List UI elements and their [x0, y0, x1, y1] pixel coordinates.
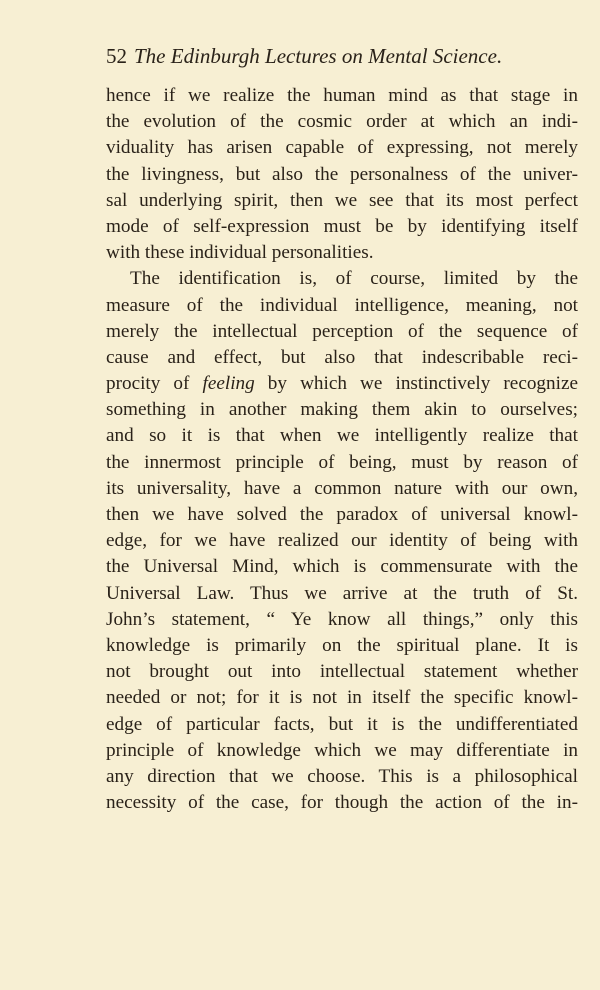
- text-line: sal underlying spirit, then we see that its most perfect: [106, 189, 578, 211]
- paragraph-1: [106, 83, 578, 266]
- text-line: principle of knowledge which we may differentiate in: [106, 739, 578, 761]
- text-line: any direction that we choose. This is a philosophical: [106, 765, 578, 787]
- text-line: cause and effect, but also that indescribable reci-: [106, 346, 578, 368]
- text-line: mode of self-expression must be by identifying itself: [106, 215, 578, 237]
- paragraph-2: [106, 266, 578, 816]
- text-line: the evolution of the cosmic order at which an indi-: [106, 111, 578, 133]
- text-line: something in another making them akin to ourselves;: [106, 399, 578, 421]
- text-line: not brought out into intellectual statement whether: [106, 661, 578, 683]
- text-line: with these individual personalities.: [106, 242, 374, 264]
- text-line: John’s statement, “ Ye know all things,” only this: [106, 608, 578, 630]
- text-line: then we have solved the paradox of universal knowl-: [106, 504, 578, 525]
- text-line: merely the intellectual perception of the sequence of: [106, 320, 578, 342]
- text-line: needed or not; for it is not in itself the specific knowl-: [106, 687, 578, 709]
- text-line: the Universal Mind, which is commensurate with the: [106, 556, 578, 578]
- text-line: hence if we realize the human mind as that stage in: [106, 85, 578, 106]
- page-number: 52: [106, 44, 127, 68]
- text-line: its universality, have a common nature with our own,: [106, 477, 578, 499]
- running-head: [106, 42, 556, 70]
- text-line: knowledge is primarily on the spiritual plane. It is: [106, 634, 578, 656]
- text-line: measure of the individual intelligence, meaning, not: [106, 294, 578, 316]
- running-title: The Edinburgh Lectures on Mental Science.: [134, 44, 503, 68]
- text-line: edge, for we have realized our identity of being with: [106, 530, 578, 552]
- text-run: by which we instinctively recognize: [254, 373, 578, 395]
- text-line: the innermost principle of being, must by reason of: [106, 451, 578, 473]
- text-line: Universal Law. Thus we arrive at the truth of St.: [106, 582, 578, 604]
- emphasized-word: feeling: [202, 373, 255, 395]
- text-line: edge of particular facts, but it is the undifferentiated: [106, 713, 578, 735]
- body-text: [106, 83, 578, 816]
- text-run: procity of: [106, 373, 203, 395]
- text-line: viduality has arisen capable of expressing, not merely: [106, 137, 578, 159]
- text-line: The identification is, of course, limited by the: [130, 268, 578, 290]
- text-line: necessity of the case, for though the action of the in-: [106, 792, 578, 814]
- text-line: and so it is that when we intelligently realize that: [106, 425, 578, 447]
- text-line-with-emphasis: [106, 371, 578, 397]
- text-line: the livingness, but also the personalness of the univer-: [106, 163, 578, 185]
